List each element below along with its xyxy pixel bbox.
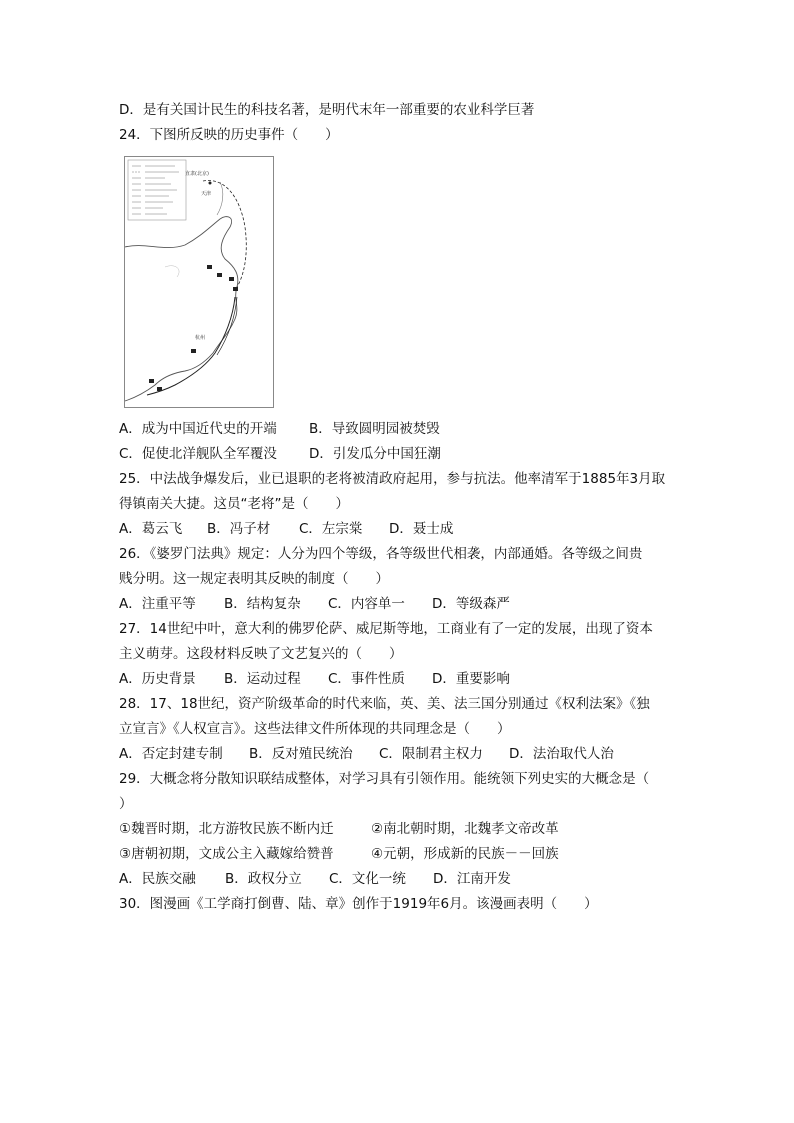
question-26-cont: 贱分明。这一规定表明其反映的制度（ ） bbox=[119, 571, 389, 587]
option-c: C．内容单一 bbox=[328, 596, 405, 612]
statement-4: ④元朝，形成新的民族－－回族 bbox=[371, 846, 559, 862]
question-29-cont: ） bbox=[119, 796, 133, 812]
statement-2: ②南北朝时期，北魏孝文帝改革 bbox=[371, 821, 559, 837]
question-27: 27．14世纪中叶，意大利的佛罗伦萨、威尼斯等地，工商业有了一定的发展，出现了资本 bbox=[119, 621, 653, 637]
option-b: B．政权分立 bbox=[225, 871, 302, 887]
option-d: D．等级森严 bbox=[432, 596, 510, 612]
statements-29-row1 bbox=[119, 820, 559, 838]
options-24-row2 bbox=[119, 445, 441, 463]
option-c: C．促使北洋舰队全军覆没 bbox=[119, 446, 277, 462]
statement-1: ①魏晋时期，北方游牧民族不断内迁 bbox=[119, 821, 334, 837]
question-29: 29．大概念将分散知识联结成整体，对学习具有引领作用。能统领下列史实的大概念是（ bbox=[119, 771, 650, 787]
option-b: B．反对殖民统治 bbox=[249, 746, 353, 762]
option-b: B．冯子材 bbox=[207, 521, 271, 537]
historical-map bbox=[124, 156, 274, 408]
options-27 bbox=[119, 670, 510, 688]
options-26 bbox=[119, 595, 510, 613]
option-b: B．导致圆明园被焚毁 bbox=[309, 421, 440, 437]
capital-label: 直隶(北京) bbox=[185, 171, 209, 177]
options-28 bbox=[119, 745, 614, 763]
statements-29-row2 bbox=[119, 845, 559, 863]
option-d-previous: D．是有关国计民生的科技名著，是明代末年一部重要的农业科学巨著 bbox=[119, 102, 535, 118]
options-29 bbox=[119, 870, 511, 888]
option-a: A．历史背景 bbox=[119, 671, 196, 687]
tianjin-label: 天津 bbox=[201, 191, 212, 197]
option-d: D．重要影响 bbox=[432, 671, 510, 687]
option-a: A．葛云飞 bbox=[119, 521, 183, 537]
question-25-cont: 得镇南关大捷。这员“老将”是（ ） bbox=[119, 496, 349, 512]
option-a: A．注重平等 bbox=[119, 596, 196, 612]
statement-3: ③唐朝初期，文成公主入藏嫁给赞普 bbox=[119, 846, 334, 862]
question-24: 24．下图所反映的历史事件（ ） bbox=[119, 127, 339, 143]
options-25 bbox=[119, 520, 453, 538]
option-d: D．聂士成 bbox=[389, 521, 454, 537]
option-c: C．文化一统 bbox=[329, 871, 406, 887]
option-c: C．事件性质 bbox=[328, 671, 405, 687]
option-b: B．运动过程 bbox=[224, 671, 301, 687]
option-d: D．法治取代人治 bbox=[509, 746, 614, 762]
option-d: D．引发瓜分中国狂潮 bbox=[309, 446, 441, 462]
option-c: C．限制君主权力 bbox=[379, 746, 483, 762]
options-24 bbox=[119, 420, 440, 438]
option-d: D．江南开发 bbox=[433, 871, 511, 887]
question-28: 28．17、18世纪，资产阶级革命的时代来临，英、美、法三国分别通过《权利法案》《独 bbox=[119, 696, 650, 712]
question-28-cont: 立宣言》《人权宣言》。这些法律文件所体现的共同理念是（ ） bbox=[119, 721, 511, 737]
option-b: B．结构复杂 bbox=[224, 596, 301, 612]
question-27-cont: 主义萌芽。这段材料反映了文艺复兴的（ ） bbox=[119, 646, 403, 662]
question-25: 25．中法战争爆发后，业已退职的老将被清政府起用，参与抗法。他率清军于1885年3月取 bbox=[119, 471, 666, 487]
option-c: C．左宗棠 bbox=[299, 521, 363, 537]
option-a: A．民族交融 bbox=[119, 871, 196, 887]
option-a: A．否定封建专制 bbox=[119, 746, 223, 762]
question-30: 30．图漫画《工学商打倒曹、陆、章》创作于1919年6月。该漫画表明（ ） bbox=[119, 896, 598, 912]
city-label: 杭州 bbox=[195, 335, 206, 341]
option-a: A．成为中国近代史的开端 bbox=[119, 421, 277, 437]
question-26: 26．《婆罗门法典》规定：人分为四个等级，各等级世代相袭，内部通婚。各等级之间贵 bbox=[119, 546, 643, 562]
